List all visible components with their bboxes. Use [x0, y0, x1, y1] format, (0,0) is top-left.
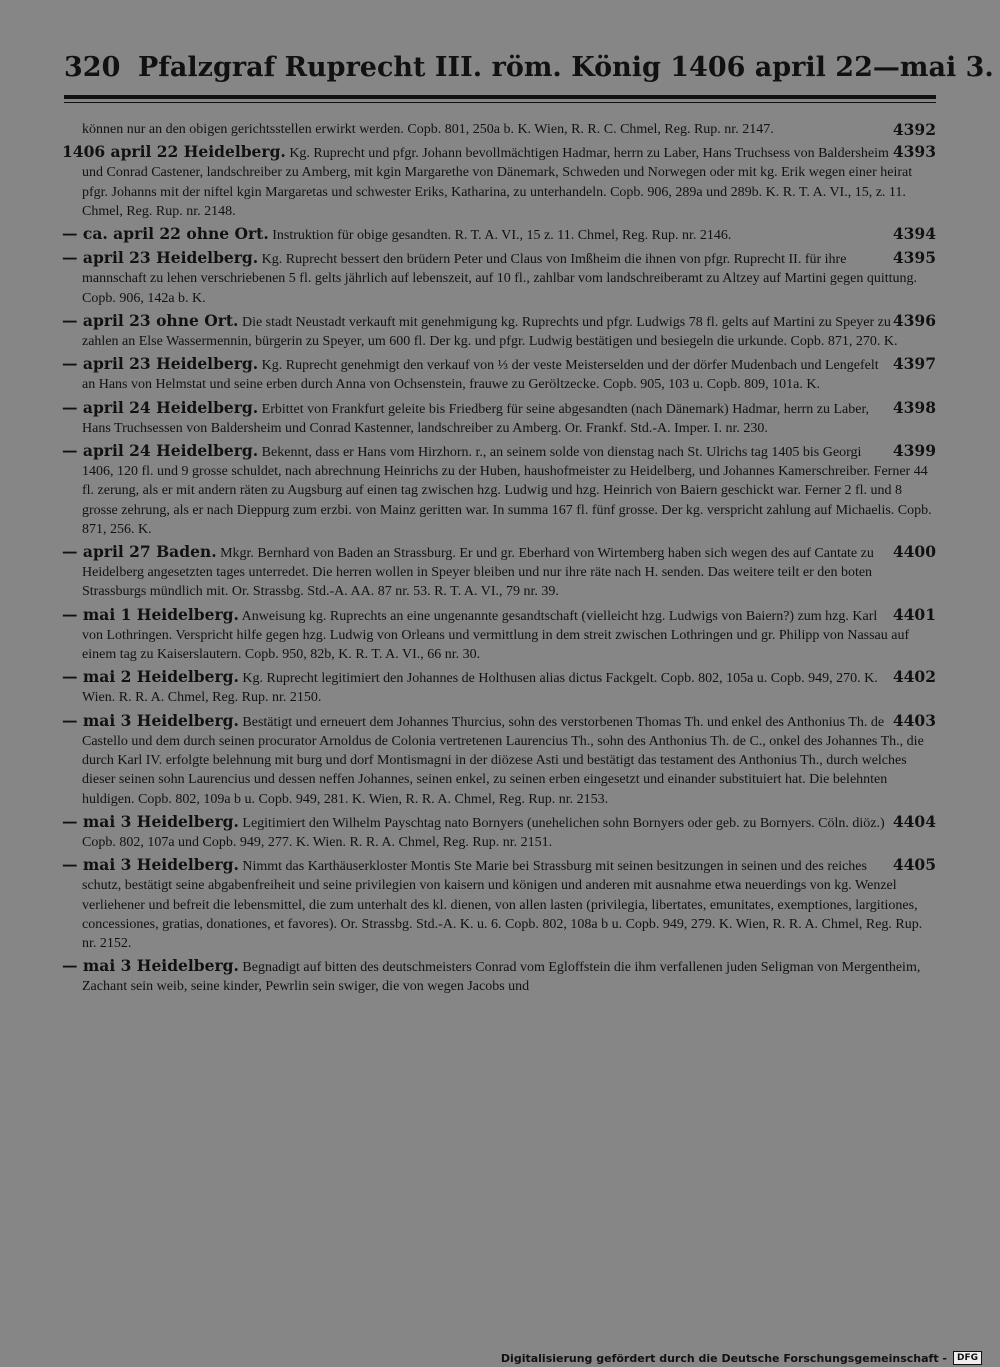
regest-text: Kg. Ruprecht und pfgr. Johann bevollmächtigen Hadmar, herrn zu Laber, Hans Truchsess von Baldersheim und Conrad Castener, landschreiber zu Amberg, mit kgin Margarethe von Dänemark, Schweden und Norwegen oder mit kg. Erik wegen einer heirat pfgr. Johanns mit der niftel kgin Margaretas und schwester Eriks, Katharina, zu unterhandeln. Copb. 906, 289a und 289b. K. R. T. A. VI., 15, z. 11. Chmel, Reg. Rup. nr. 2148.	[82, 146, 913, 219]
regest-number: 4394	[892, 224, 936, 244]
regest-date: — mai 3 Heidelberg.	[62, 855, 239, 875]
regest-text: Kg. Ruprecht genehmigt den verkauf von ⅓ der veste Meisterselden und der dörfer Mudenbach und Lengefelt an Hans von Helmstat und seine erben durch Anna von Ochsenstein, frauwe zu Geröltzecke. Copb. 905, 103 u. Copb. 809, 101a. K.	[82, 358, 879, 393]
regest-text: Mkgr. Bernhard von Baden an Strassburg. Er und gr. Eberhard von Wirtemberg haben sich wegen des auf Cantate zu Heidelberg angesetzten tages unterredet. Die herren wollen in Speyer bleiben und nur ihre räte nach H. senden. Das weitere teilt er den boten Strassburgs mündlich mit. Or. Strassbg. Std.-A. AA. 87 nr. 53. R. T. A. VI., 79 nr. 39.	[82, 546, 874, 600]
regest-date: — mai 2 Heidelberg.	[62, 667, 239, 687]
regesten-list	[62, 120, 936, 997]
page-header	[64, 46, 994, 90]
regest-entry	[62, 667, 936, 707]
regest-date: — april 23 ohne Ort.	[62, 310, 239, 330]
regest-date: — april 24 Heidelberg.	[62, 397, 259, 417]
regest-number: 4393	[892, 142, 936, 162]
regest-text: Kg. Ruprecht legitimiert den Johannes de Holthusen alias dictus Fackgelt. Copb. 802, 105a u. Copb. 949, 270. K. Wien. R. R. A. Chmel, Reg. Rup. nr. 2150.	[82, 671, 878, 706]
regest-entry	[62, 120, 936, 139]
regest-number: 4395	[892, 248, 936, 268]
regest-number: 4397	[892, 354, 936, 374]
regest-number: 4392	[892, 120, 936, 139]
regest-number: 4405	[892, 855, 936, 875]
regest-date: — april 23 Heidelberg.	[62, 354, 259, 374]
regest-date: — mai 3 Heidelberg.	[62, 811, 239, 831]
regest-date: — mai 1 Heidelberg.	[62, 604, 239, 624]
regest-text: können nur an den obigen gerichtsstellen erwirkt werden. Copb. 801, 250a b. K. Wien, R. R. C. Chmel, Reg. Rup. nr. 2147.	[82, 122, 774, 137]
regest-entry	[62, 956, 936, 996]
regest-date: 1406 april 22 Heidelberg.	[62, 142, 286, 162]
header-rule-thin	[64, 102, 936, 103]
regest-entry	[62, 605, 936, 665]
regest-number: 4404	[892, 811, 936, 831]
regest-entry	[62, 248, 936, 308]
regest-text: Erbittet von Frankfurt geleite bis Friedberg für seine abgesandten (nach Dänemark) Hadmar, herrn zu Laber, Hans Truchsessen von Baldersheim und Conrad Kastenner, landschreiber zu Amberg. Or. Frankf. Std.-A. Imper. I. nr. 230.	[82, 401, 870, 436]
regest-date: — april 27 Baden.	[62, 542, 217, 562]
regest-entry	[62, 855, 936, 953]
regest-number: 4402	[892, 667, 936, 687]
regest-date: — april 24 Heidelberg.	[62, 441, 259, 461]
page-number: 320	[64, 52, 121, 83]
page-footer	[501, 1350, 982, 1366]
regest-number: 4398	[892, 397, 936, 417]
regest-entry	[62, 311, 936, 351]
regest-text: Nimmt das Karthäuserkloster Montis Ste Marie bei Strassburg mit seinen besitzungen in seinen und des reiches schutz, bestätigt seine abgabenfreiheit und seine privilegien von kaisern und königen und anderen mit ausnahme etwa neuerdings von kg. Wenzel verliehener und befreit die lebensmittel, die zum unterhalt des kl. dienen, von allen lasten (privilegia, libertates, emunitates, exemptiones, largitiones, concessiones, gratias, donationes, et favores). Or. Strassbg. Std.-A. K. u. 6. Copb. 802, 108a b u. Copb. 949, 279. K. Wien, R. R. A. Chmel, Reg. Rup. nr. 2152.	[82, 859, 923, 951]
regest-date: — mai 3 Heidelberg.	[62, 956, 239, 976]
regest-text: Kg. Ruprecht bessert den brüdern Peter und Claus von Imßheim die ihnen von pfgr. Ruprecht II. für ihre mannschaft zu lehen verschriebenen 5 fl. gelts jährlich auf lebenszeit, auf 10 fl., zahlbar vom landschreiberamt zu Altzey auf Martini gegen quittung. Copb. 906, 142a b. K.	[82, 252, 918, 306]
regest-number: 4403	[892, 710, 936, 730]
regest-entry	[62, 398, 936, 438]
header-rule-thick	[64, 95, 936, 99]
regest-number: 4396	[892, 310, 936, 330]
regest-date: — april 23 Heidelberg.	[62, 248, 259, 268]
regest-text: Bekennt, dass er Hans vom Hirzhorn. r., an seinem solde von dienstag nach St. Ulrichs tag 1405 bis Georgi 1406, 120 fl. und 9 grosse schuldet, nach abrechnung Heinrichs zu der Huben, haushofmeister zu Heidelberg, und Johannes Kamerschreiber. Ferner 44 fl. zerung, als er mit andern räten zu Augsburg auf einen tag zwischen hzg. Ludwig und hzg. Heinrich von Baiern geschickt war. Ferner 2 fl. und 8 grosse zehrung, als er nach Dieppurg zum erzbi. von Mainz geritten war. In summa 167 fl. fünf grosse. Der kg. verspricht zahlung auf Michaelis. Copb. 871, 256. K.	[82, 445, 932, 537]
regest-text: Instruktion für obige gesandten. R. T. A. VI., 15 z. 11. Chmel, Reg. Rup. nr. 2146.	[272, 228, 732, 244]
regest-number: 4400	[892, 542, 936, 562]
regest-text: Begnadigt auf bitten des deutschmeisters Conrad vom Egloffstein die ihm verfallenen juden Seligman von Mergentheim, Zachant sein weib, seine kinder, Pewrlin sein swiger, die von wegen Jacobs und	[82, 960, 921, 995]
regest-date: — mai 3 Heidelberg.	[62, 710, 239, 730]
regest-text: Bestätigt und erneuert dem Johannes Thurcius, sohn des verstorbenen Thomas Th. und enkel des Anthonius Th. de Castello und dem durch seinen procurator Arnoldus de Colonia vertretenen Laurencius Th., sohn des Anthonius Th. de C., onkel des Johannes Th., die durch Karl IV. erfolgte belehnung mit burg und dorf Montismagni in der diözese Asti und bestätigt das testament des Anthonius Th., durch welches dieser seinen sohn Laurencius und dessen neffen Johannes, seinen enkel, zu seinen erben eingesetzt und einander substituiert hat. Die belehnten huldigen. Copb. 802, 109a b u. Copb. 949, 281. K. Wien, R. R. A. Chmel, Reg. Rup. nr. 2153.	[82, 714, 924, 807]
regest-entry	[62, 441, 936, 539]
regest-entry	[62, 224, 936, 245]
dfg-logo: DFG	[953, 1351, 982, 1365]
funding-note: Digitalisierung gefördert durch die Deutsche Forschungsgemeinschaft -	[500, 1351, 947, 1365]
regest-entry	[62, 711, 936, 809]
regest-text: Die stadt Neustadt verkauft mit genehmigung kg. Ruprechts und pfgr. Ludwigs 78 fl. gelts auf Martini zu Speyer zu zahlen an Else Wassermennin, bürgerin zu Speyer, um 600 fl. Der kg. und pfgr. Ludwig bestätigen und besiegeln die urkunde. Copb. 871, 270. K.	[82, 314, 898, 350]
regest-number: 4401	[892, 604, 936, 624]
regest-number: 4399	[892, 441, 936, 461]
regest-entry	[62, 354, 936, 394]
regest-date: — ca. april 22 ohne Ort.	[62, 224, 269, 244]
regest-entry	[62, 142, 936, 221]
regest-text: Anweisung kg. Ruprechts an eine ungenannte gesandtschaft (vielleicht hzg. Ludwigs von Baiern?) zum hzg. Karl von Lothringen. Verspricht hilfe gegen hzg. Ludwig von Orleans und vermittlung in dem streit zwischen Lothringen und gr. Philipp von Nassau auf einem tag zu Kaiserslautern. Copb. 950, 82b, K. R. T. A. VI., 66 nr. 30.	[82, 608, 910, 663]
regest-text: Legitimiert den Wilhelm Payschtag nato Bornyers (unehelichen sohn Bornyers oder geb. zu Bornyers. Cöln. diöz.) Copb. 802, 107a und Copb. 949, 277. K. Wien. R. R. A. Chmel, Reg. Rup. nr. 2151.	[82, 815, 885, 850]
regest-entry	[62, 812, 936, 852]
regest-entry	[62, 542, 936, 602]
page-title: Pfalzgraf Ruprecht III. röm. König 1406 april 22—mai 3.	[138, 52, 994, 83]
